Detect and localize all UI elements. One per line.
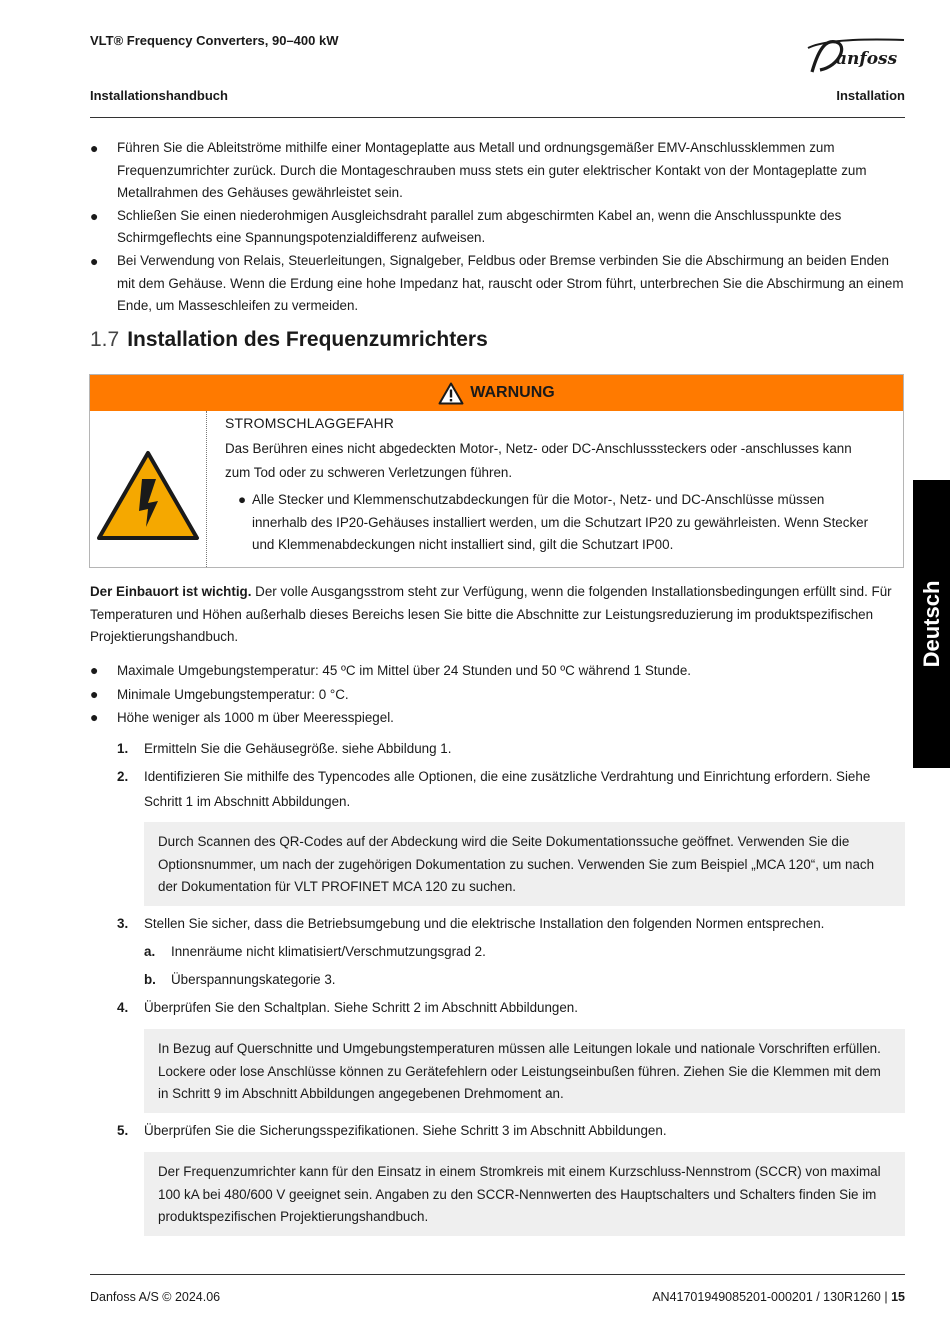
warning-text: Das Berühren eines nicht abgedeckten Motor-, Netz- oder DC-Anschlusssteckers oder -anschlusses kann zum Tod oder zu schweren Verletzungen führen.: [225, 441, 852, 480]
step-number: 2.: [117, 769, 129, 784]
step-text: Überprüfen Sie den Schaltplan. Siehe Schritt 2 im Abschnitt Abbildungen.: [144, 1000, 578, 1015]
language-tab: [913, 480, 950, 768]
section-heading: [90, 328, 488, 352]
list-item: ● Maximale Umgebungstemperatur: 45 ºC im Mittel über 24 Stunden und 50 ºC während 1 Stunde.: [90, 659, 905, 683]
note-box: Der Frequenzumrichter kann für den Einsatz in einem Stromkreis mit einem Kurzschluss-Nennstrom (SCCR) von maximal 100 kA bei 480/600 V geeignet sein. Angaben zu den SCCR-Nennwerten des Hauptschalters und Schalters finden Sie im produktspezifischen Projektierungshandbuch.: [144, 1152, 905, 1236]
step-3: [117, 912, 879, 937]
warning-label: WARNUNG: [470, 384, 555, 401]
mounting-paragraph: [90, 581, 905, 649]
warning-sub-item: ● Alle Stecker und Klemmenschutzabdeckungen für die Motor-, Netz- und DC-Anschlüsse müssen innerhalb des IP20-Gehäuses installiert werden, um die Schutzart IP20 zu gewährleisten. Wenn Stecker und Klemmenabdeckungen nicht installiert sind, gilt die Schutzart IP00.: [225, 489, 875, 557]
warning-box: [89, 374, 904, 568]
sub-step-a: [144, 941, 486, 963]
bullet-icon: ●: [90, 140, 99, 156]
footer-separator: |: [880, 1290, 892, 1304]
step-text: Ermitteln Sie die Gehäusegröße. siehe Abbildung 1.: [144, 741, 452, 756]
sub-step-text: Innenräume nicht klimatisiert/Verschmutzungsgrad 2.: [171, 944, 486, 959]
language-tab-label: Deutsch: [918, 580, 944, 668]
step-text: Identifizieren Sie mithilfe des Typencodes alle Optionen, die eine zusätzliche Verdrahtung und Einrichtung erfordern. Siehe Schritt 1 im Abschnitt Abbildungen.: [144, 769, 871, 809]
step-2: [117, 765, 879, 814]
step-1: [117, 737, 879, 762]
section-title: Installation des Frequenzumrichters: [127, 328, 488, 351]
list-item: ● Höhe weniger als 1000 m über Meeresspiegel.: [90, 706, 905, 730]
warning-banner: [90, 375, 903, 411]
intro-bullet-list: [90, 137, 905, 318]
page-number: 15: [891, 1290, 905, 1304]
warning-content: [225, 415, 875, 557]
sub-step-letter: b.: [144, 972, 156, 987]
warning-triangle-icon: [438, 382, 464, 405]
warning-divider: [206, 411, 207, 567]
svg-text:anfoss: anfoss: [836, 49, 898, 69]
header-divider: [90, 117, 905, 118]
footer-divider: [90, 1274, 905, 1275]
step-text: Stellen Sie sicher, dass die Betriebsumgebung und die elektrische Installation den folgenden Normen entsprechen.: [144, 916, 825, 931]
sub-step-text: Überspannungskategorie 3.: [171, 972, 336, 987]
warning-heading: STROMSCHLAGGEFAHR: [225, 415, 395, 431]
bullet-icon: ●: [90, 685, 99, 702]
section-number: 1.7: [90, 328, 120, 351]
paragraph-lead: Der Einbauort ist wichtig.: [90, 584, 252, 599]
bullet-icon: ●: [90, 207, 99, 224]
note-box: Durch Scannen des QR-Codes auf der Abdeckung wird die Seite Dokumentationssuche geöffnet. Verwenden Sie die Optionsnummer, um nach der zugehörigen Dokumentation zu suchen. Verwenden Sie zum Beispiel „MCA 120“, um nach der Dokumentation für VLT PROFINET MCA 120 zu suchen.: [144, 822, 905, 906]
sub-step-letter: a.: [144, 944, 156, 959]
document-title: VLT® Frequency Converters, 90–400 kW: [90, 33, 339, 48]
bullet-icon: ●: [90, 709, 99, 725]
high-voltage-icon: [90, 411, 207, 567]
warning-icon-cell: [90, 411, 207, 567]
step-5: [117, 1119, 879, 1144]
step-4: [117, 996, 879, 1021]
list-item: ● Führen Sie die Ableitströme mithilfe einer Montageplatte aus Metall und ordnungsgemäßer EMV-Anschlussklemmen zum Frequenzumrichter zurück. Durch die Montageschrauben muss stets ein guter elektrischer Kontakt von der Montageplatte zum Metallrahmen des Gehäuses gewährleistet sein.: [90, 137, 905, 205]
step-number: 4.: [117, 1000, 129, 1015]
document-type: Installationshandbuch: [90, 88, 228, 103]
note-box: In Bezug auf Querschnitte und Umgebungstemperaturen müssen alle Leitungen lokale und nationale Vorschriften erfüllen. Lockere oder lose Anschlüsse können zu Gerätefehlern oder Leistungseinbußen führen. Ziehen Sie die Klemmen mit dem in Schritt 9 im Abschnitt Abbildungen angegebenen Drehmoment an.: [144, 1029, 905, 1113]
step-number: 3.: [117, 916, 129, 931]
bullet-icon: ●: [238, 492, 247, 507]
document-number: AN41701949085201-000201 / 130R1260: [652, 1290, 881, 1304]
chapter-name: Installation: [836, 88, 905, 103]
list-item: ● Schließen Sie einen niederohmigen Ausgleichsdraht parallel zum abgeschirmten Kabel an, wenn die Anschlusspunkte des Schirmgeflechts eine Spannungspotenzialdifferenz aufweisen.: [90, 205, 905, 250]
bullet-icon: ●: [90, 662, 99, 678]
list-item: ● Minimale Umgebungstemperatur: 0 °C.: [90, 683, 905, 707]
sub-step-b: [144, 969, 336, 991]
step-text: Überprüfen Sie die Sicherungsspezifikationen. Siehe Schritt 3 im Abschnitt Abbildungen.: [144, 1123, 667, 1138]
step-number: 5.: [117, 1123, 129, 1138]
danfoss-logo: [806, 36, 906, 76]
paragraph-text: Der volle Ausgangsstrom steht zur Verfügung, wenn die folgenden Installationsbedingungen erfüllt sind. Für Temperaturen und Höhen außerhalb dieses Bereichs lesen Sie bitte die Abschnitte zur Leistungsreduzierung im produktspezifischen Projektierungshandbuch.: [90, 584, 892, 645]
step-number: 1.: [117, 741, 129, 756]
footer-copyright: Danfoss A/S © 2024.06: [90, 1290, 221, 1304]
footer-page-info: [652, 1290, 905, 1304]
list-item: ● Bei Verwendung von Relais, Steuerleitungen, Signalgeber, Feldbus oder Bremse verbinden Sie die Abschirmung an beiden Enden mit dem Gehäuse. Wenn die Erdung eine hohe Impedanz hat, rauscht oder Strom führt, unterbrechen Sie die Abschirmung an einem Ende, um Masseschleifen zu vermeiden.: [90, 250, 905, 318]
conditions-list: [90, 659, 905, 730]
bullet-icon: ●: [90, 252, 99, 269]
